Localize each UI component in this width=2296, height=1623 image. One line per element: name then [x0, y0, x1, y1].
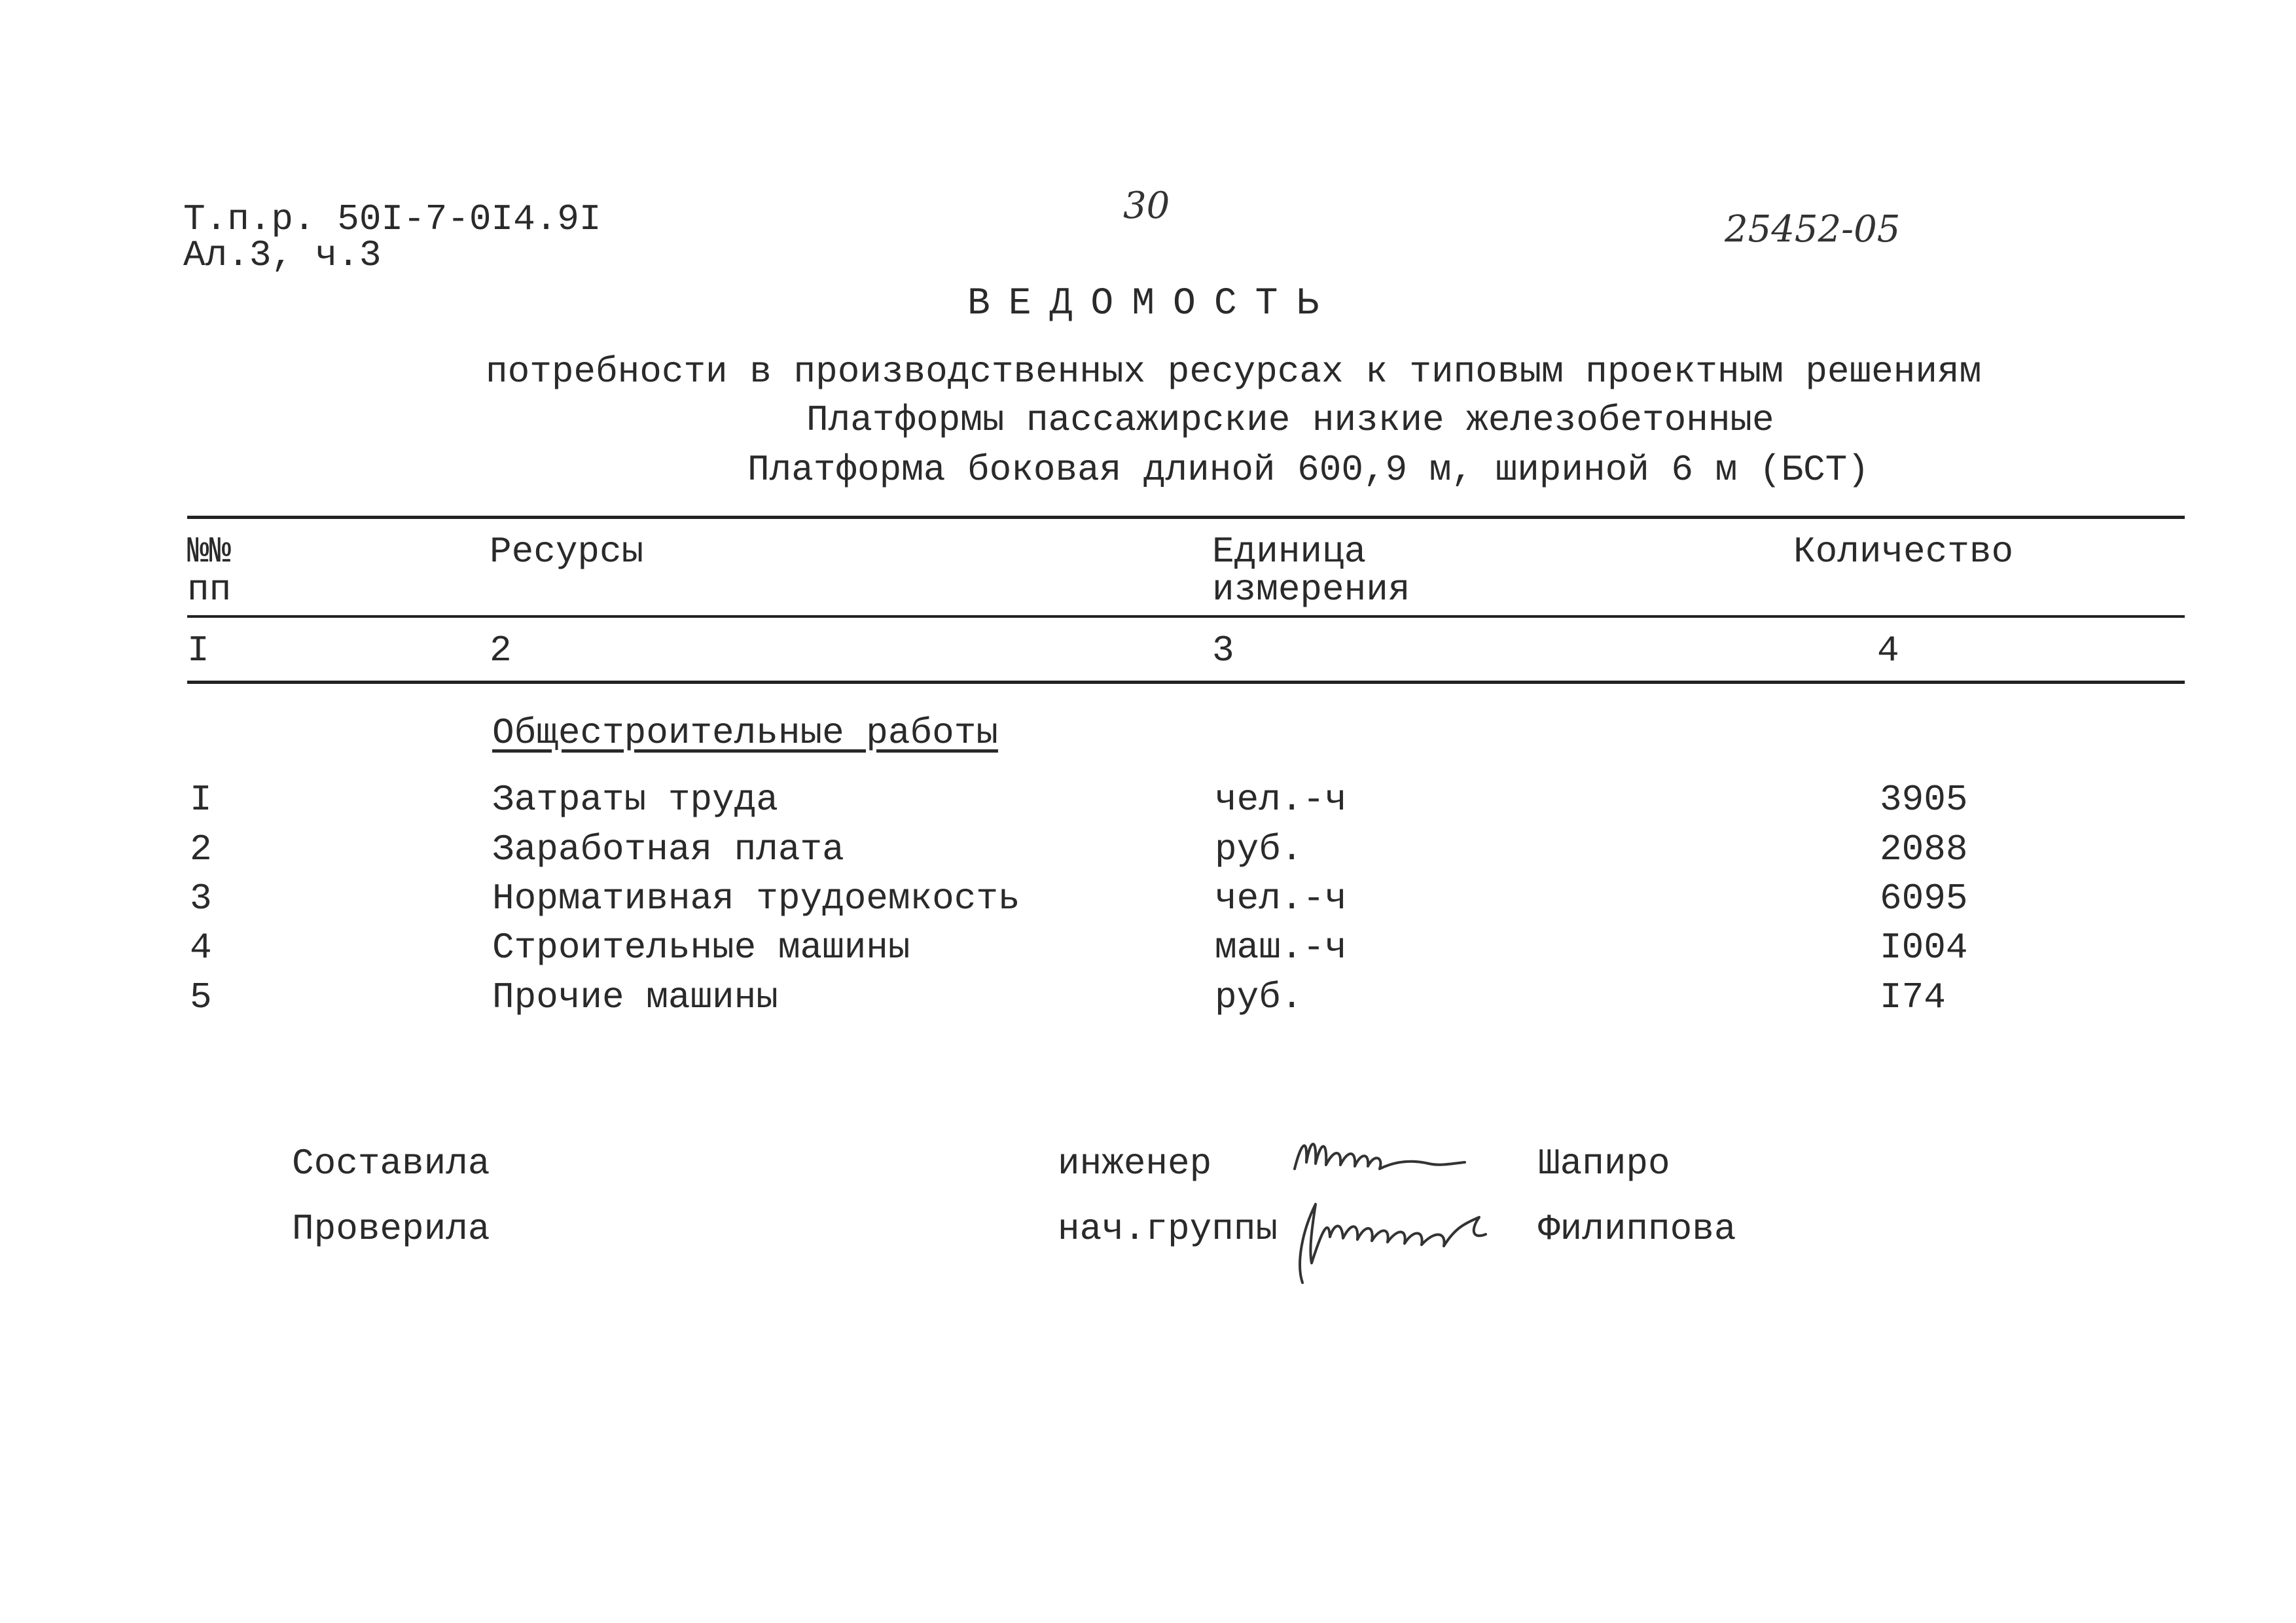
row-resource: Затраты труда — [492, 779, 778, 821]
signature-shapiro — [1288, 1123, 1478, 1195]
doc-code: Т.п.р. 50I-7-0I4.9I — [183, 198, 601, 240]
row-number: 3 — [190, 878, 212, 919]
header-num — [187, 533, 231, 609]
row-unit: руб. — [1215, 829, 1303, 870]
row-qty: 6095 — [1880, 878, 1968, 919]
inventory-number: 25452-05 — [1725, 208, 1901, 251]
col-number-2: 2 — [490, 630, 512, 671]
row-unit: руб. — [1215, 976, 1303, 1018]
row-number: I — [190, 779, 212, 821]
document-title: ВЕДОМОСТЬ — [967, 283, 1338, 325]
header-qty: Количество — [1793, 531, 2014, 573]
col-number-1: I — [187, 630, 209, 671]
header-num-line-2: пп — [187, 569, 232, 611]
checked-label: Проверила — [292, 1208, 490, 1250]
row-qty: 2088 — [1880, 829, 1968, 870]
row-number: 2 — [190, 829, 212, 870]
checked-position: нач.группы — [1058, 1208, 1278, 1250]
col-numbers-bottom-rule — [187, 681, 2185, 684]
col-number-4: 4 — [1877, 630, 1899, 671]
row-unit: чел.-ч — [1215, 878, 1347, 919]
header-unit-line-2: измерения — [1212, 569, 1410, 611]
row-qty: 3905 — [1880, 779, 1968, 821]
row-qty: I74 — [1880, 976, 1946, 1018]
checked-name: Филиппова — [1538, 1208, 1736, 1250]
signature-filippova — [1283, 1191, 1532, 1289]
header-unit — [1212, 533, 1410, 609]
row-resource: Прочие машины — [492, 976, 778, 1018]
row-number: 4 — [190, 927, 212, 969]
compiled-position: инженер — [1058, 1143, 1212, 1185]
row-qty: I004 — [1880, 927, 1968, 969]
album-part: Ал.3, ч.3 — [183, 234, 382, 276]
header-bottom-rule — [187, 615, 2185, 618]
subtitle-line-1: потребности в производственных ресурсах к типовым проектным решениям — [486, 351, 1982, 393]
section-title: Общестроительные работы — [492, 712, 998, 754]
header-num-line-1: №№ — [187, 531, 232, 573]
row-unit: маш.-ч — [1215, 927, 1347, 969]
compiled-name: Шапиро — [1538, 1143, 1670, 1185]
col-number-3: 3 — [1212, 630, 1234, 671]
table-top-rule — [187, 516, 2185, 519]
compiled-label: Составила — [292, 1143, 490, 1185]
row-number: 5 — [190, 976, 212, 1018]
header-resource: Ресурсы — [490, 531, 644, 573]
subtitle-line-3: Платформа боковая длиной 600,9 м, шириной 6 м (БСТ) — [747, 449, 1869, 491]
header-unit-line-1: Единица — [1212, 531, 1367, 573]
row-unit: чел.-ч — [1215, 779, 1347, 821]
row-resource: Заработная плата — [492, 829, 844, 870]
page-number: 30 — [1123, 185, 1170, 227]
row-resource: Нормативная трудоемкость — [492, 878, 1020, 919]
row-resource: Строительные машины — [492, 927, 910, 969]
subtitle-line-2: Платформы пассажирские низкие железобетонные — [806, 399, 1774, 441]
